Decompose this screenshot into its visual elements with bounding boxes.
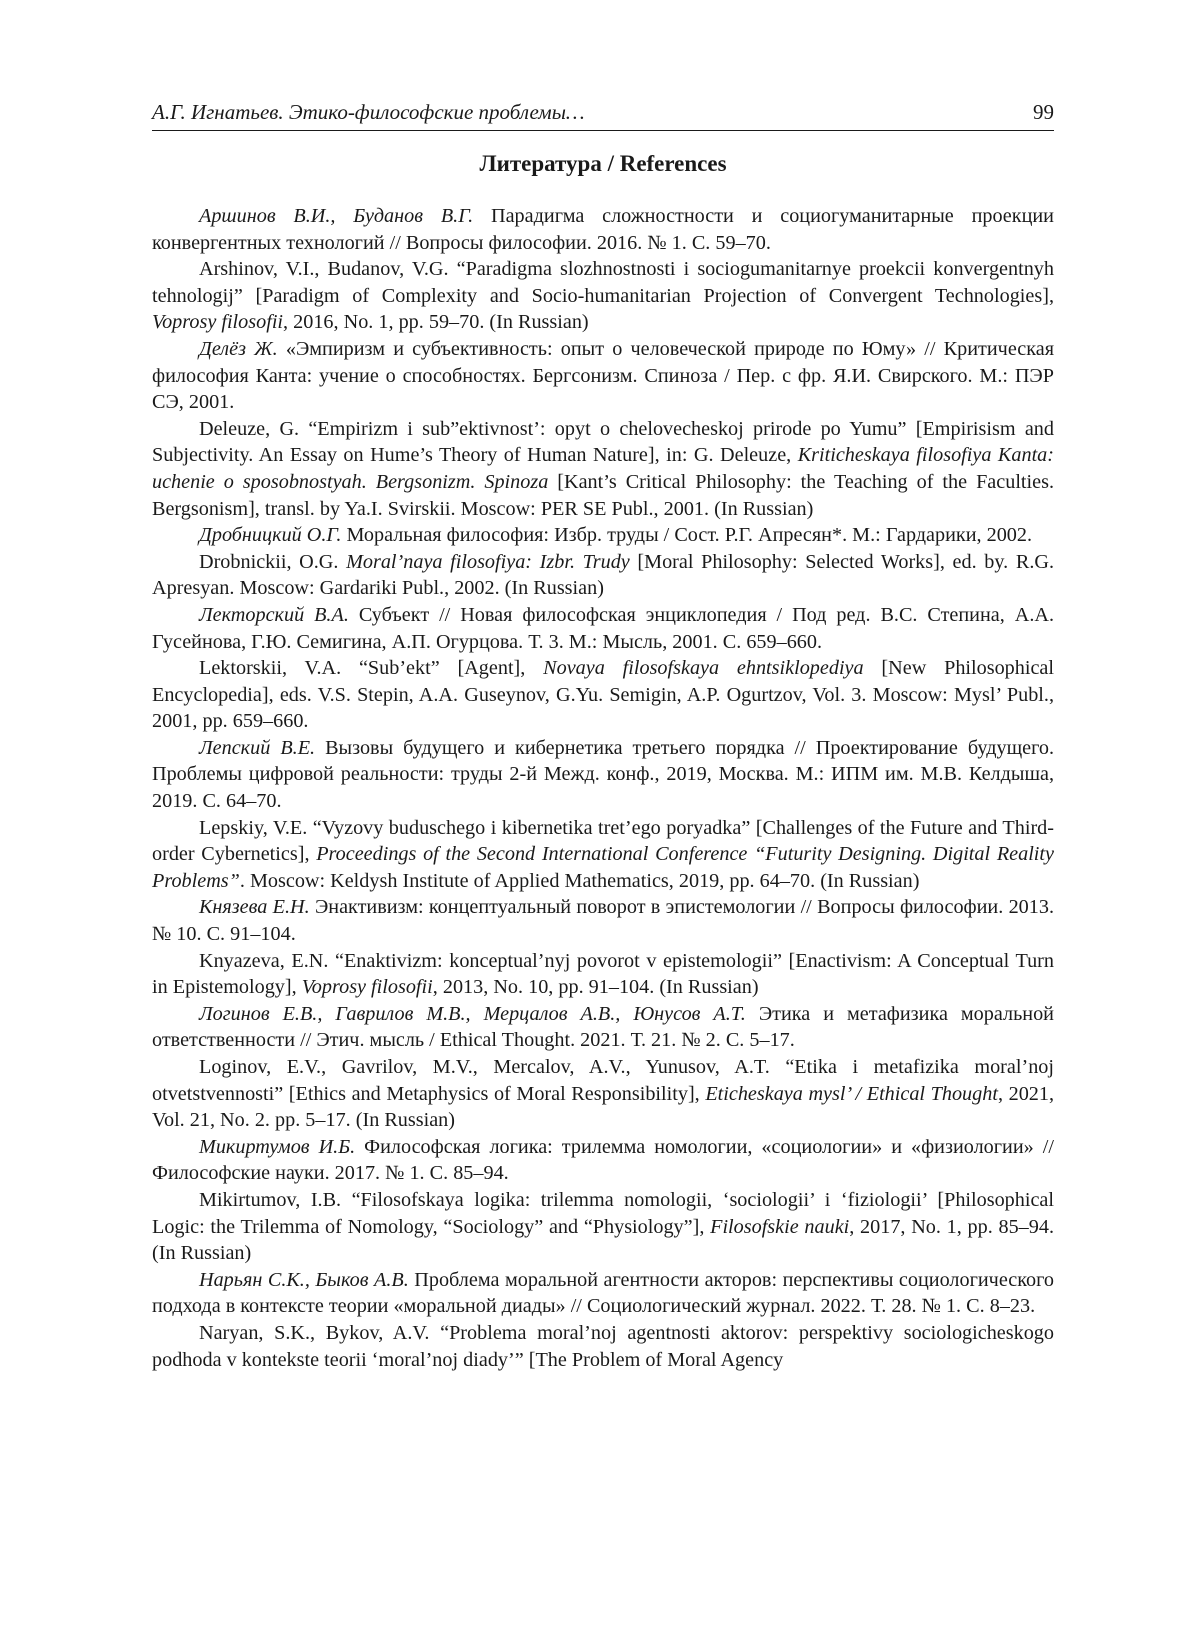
reference-text: , 2021, Vol. 21, No. 2. pp. 5–17. (In Russian) (152, 1082, 1055, 1132)
reference-text: Mikirtumov, I.B. “Filosofskaya logika: trilemma nomologii, ‘sociologii’ i ‘fiziologii’ [Philosophical Logic: the Trilemma of Nomology, “Sociology” and “Physiology”], (152, 1188, 1054, 1238)
reference-text: Knyazeva, E.N. “Enaktivizm: konceptual’nyj povorot v epistemologii” [Enactivism: A Conceptual Turn in Epistemology], (152, 949, 1054, 999)
reference-entry (152, 522, 1054, 549)
document-page (152, 100, 1054, 1373)
reference-entry (152, 1187, 1054, 1267)
reference-text: , 2017, No. 1, pp. 85–94. (In Russian) (152, 1215, 1054, 1265)
reference-entry (152, 655, 1054, 735)
reference-text: Этика и метафизика моральной ответственности // Этич. мысль / Ethical Thought. 2021. Т. 21. № 2. С. 5–17. (152, 1002, 1054, 1052)
reference-entry (152, 549, 1054, 602)
reference-entry (152, 1134, 1054, 1187)
running-header-title: А.Г. Игнатьев. Этико-философские проблемы… (152, 100, 585, 124)
reference-italic-text: Filosofskie nauki (710, 1215, 850, 1238)
reference-italic-text: Proceedings of the Second International Conference “Futurity Designing. Digital Reality Problems” (152, 843, 1054, 892)
reference-entry (152, 1054, 1054, 1134)
reference-entry (152, 336, 1054, 416)
reference-text: [New Philosophical Encyclopedia], eds. V.S. Stepin, A.A. Guseynov, G.Yu. Semigin, A.P. Ogurtzov, Vol. 3. Moscow: Mysl’ Publ., 2001, pp. 659–660. (152, 657, 1055, 733)
page-number: 99 (1033, 100, 1054, 124)
reference-text: [Kant’s Critical Philosophy: the Teaching of the Faculties. Bergsonism], transl. by Ya.I. Svirskii. Moscow: PER SE Publ., 2001. (In Russian) (152, 470, 1055, 520)
reference-text: Философская логика: трилемма номологии, «социологии» и «физиологии» // Философские науки. 2017. № 1. С. 85–94. (152, 1135, 1054, 1185)
reference-text: , 2016, No. 1, pp. 59–70. (In Russian) (283, 311, 589, 334)
reference-italic-text: Voprosy filosofii (301, 976, 433, 999)
reference-text: Парадигма сложностности и социогуманитарные проекции конвергентных технологий // Вопросы философии. 2016. № 1. С. 59–70. (152, 205, 1054, 254)
reference-entry (152, 203, 1054, 256)
section-title: Литература / References (479, 151, 727, 176)
reference-italic-text: Нарьян С.К., Быков А.В. (199, 1268, 409, 1291)
reference-entry (152, 735, 1054, 815)
reference-entry (152, 602, 1054, 655)
reference-italic-text: Лекторский В.А. (199, 603, 349, 626)
reference-italic-text: Микиртумов И.Б. (199, 1135, 356, 1158)
reference-italic-text: Kriticheskaya filosofiya Kanta: uchenie o sposobnostyah. Bergsonizm. Spinoza (152, 444, 1054, 493)
reference-italic-text: Логинов Е.В., Гаврилов М.В., Мерцалов А.В., Юнусов А.Т. (199, 1002, 746, 1025)
reference-text: Drobnickii, O.G. (199, 550, 347, 573)
reference-italic-text: Voprosy filosofii (152, 311, 284, 334)
reference-italic-text: Делёз Ж. (199, 337, 278, 360)
running-header (152, 100, 1054, 131)
reference-entry (152, 815, 1054, 895)
reference-text: , 2013, No. 10, pp. 91–104. (In Russian) (432, 976, 759, 999)
reference-list (152, 203, 1054, 1373)
reference-text: Deleuze, G. “Empirizm i sub”ektivnost’: opyt o chelovecheskoj prirode po Yumu” [Empirisism and Subjectivity. An Essay on Hume’s Theory of Human Nature], in: G. Deleuze, (152, 417, 1054, 467)
reference-text: Naryan, S.K., Bykov, A.V. “Problema moral’noj agentnosti aktorov: perspektivy sociologicheskogo podhoda v kontekste teorii ‘moral’noj diady’” [The Problem of Moral Agency (152, 1321, 1054, 1371)
reference-entry (152, 948, 1054, 1001)
reference-italic-text: Князева Е.Н. (199, 896, 310, 919)
reference-italic-text: Дробницкий О.Г. (199, 524, 342, 547)
reference-entry (152, 1320, 1054, 1373)
reference-entry (152, 256, 1054, 336)
reference-text: [Moral Philosophy: Selected Works], ed. by. R.G. Apresyan. Moscow: Gardariki Publ., 2002. (In Russian) (152, 550, 1054, 600)
reference-italic-text: Moral’naya filosofiya: Izbr. Trudy (346, 550, 630, 573)
reference-entry (152, 416, 1054, 522)
reference-text: . Moscow: Keldysh Institute of Applied Mathematics, 2019, pp. 64–70. (In Russian) (239, 869, 920, 892)
reference-text: Вызовы будущего и кибернетика третьего порядка // Проектирование будущего. Проблемы цифровой реальности: труды 2-й Межд. конф., 2019, Москва. М.: ИПМ им. М.В. Келдыша, 2019. С. 64–70. (152, 736, 1054, 813)
reference-entry (152, 894, 1054, 947)
reference-text: Lektorskii, V.A. “Sub’ekt” [Agent], (199, 657, 544, 680)
reference-entry (152, 1267, 1054, 1320)
reference-italic-text: Eticheskaya mysl’ / Ethical Thought (705, 1082, 998, 1105)
reference-text: «Эмпиризм и субъективность: опыт о человеческой природе по Юму» // Критическая философия Канта: учение о способностях. Бергсонизм. Спиноза / Пер. с фр. Я.И. Свирского. М.: ПЭР СЭ, 2001. (152, 337, 1054, 414)
reference-italic-text: Novaya filosofskaya ehntsiklopediya (543, 657, 864, 680)
reference-entry (152, 1001, 1054, 1054)
reference-italic-text: Лепский В.Е. (199, 736, 316, 759)
reference-italic-text: Аршинов В.И., Буданов В.Г. (199, 205, 474, 227)
reference-text: Моральная философия: Избр. труды / Сост. Р.Г. Апресян*. М.: Гардарики, 2002. (341, 524, 1033, 547)
reference-text: Lepskiy, V.E. “Vyzovy buduschego i kibernetika tret’ego poryadka” [Challenges of the Future and Third-order Cybernetics], (152, 816, 1054, 866)
reference-text: Энактивизм: концептуальный поворот в эпистемологии // Вопросы философии. 2013. № 10. С. 91–104. (152, 896, 1054, 946)
reference-text: Loginov, E.V., Gavrilov, M.V., Mercalov, A.V., Yunusov, A.T. “Etika i metafizika moral’noj otvetstvennosti” [Ethics and Metaphysics of Moral Responsibility], (152, 1056, 1054, 1105)
reference-text: Субъект // Новая философская энциклопедия / Под ред. В.С. Степина, А.А. Гусейнова, Г.Ю. Семигина, А.П. Огурцова. Т. 3. М.: Мысль, 2001. С. 659–660. (152, 603, 1054, 653)
reference-text: Проблема моральной агентности акторов: перспективы социологического подхода в контексте теории «моральной диады» // Социологический журнал. 2022. Т. 28. № 1. С. 8–23. (152, 1268, 1054, 1318)
reference-text: Arshinov, V.I., Budanov, V.G. “Paradigma slozhnostnosti i sociogumanitarnye proekcii konvergentnyh tehnologij” [Paradigm of Complexity and Socio-humanitarian Projection of Convergent Technologies], (152, 258, 1054, 307)
